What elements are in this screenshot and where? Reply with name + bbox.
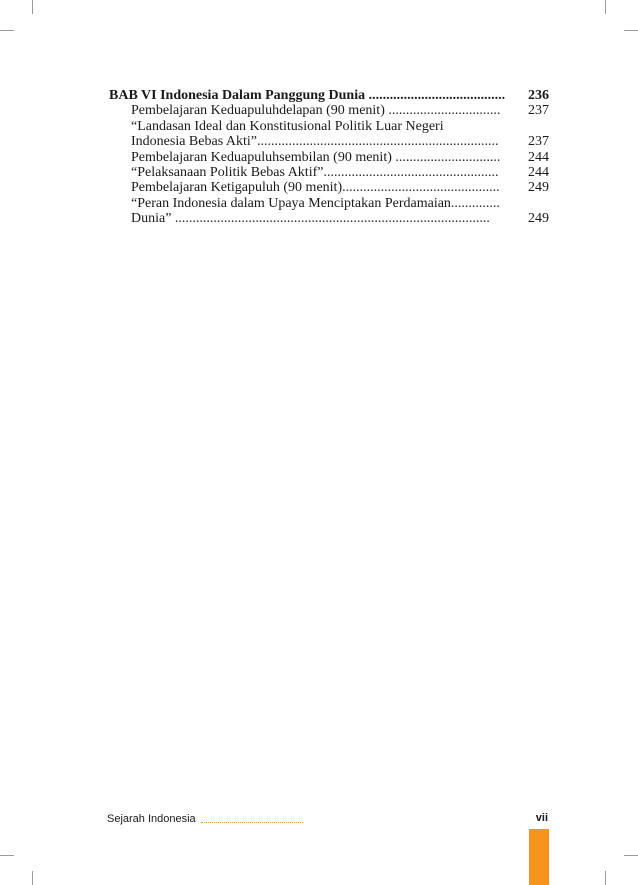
- crop-mark-top-right-vertical: [605, 0, 606, 14]
- toc-entry-page: 237: [528, 134, 549, 150]
- toc-entry-page: 237: [528, 103, 549, 119]
- toc-entry-page: 244: [528, 149, 549, 165]
- footer-page-number: vii: [535, 812, 548, 824]
- toc-entry-title: Pembelajaran Ketigapuluh (90 menit).............................................: [131, 180, 500, 196]
- toc-entry[interactable]: [109, 134, 549, 149]
- toc-entry[interactable]: [109, 196, 549, 211]
- page-edge-tab: [529, 829, 549, 885]
- toc-entry-title: “Landasan Ideal dan Konstitusional Politik Luar Negeri: [131, 118, 444, 134]
- toc-entry-title: Dunia” ..........................................................................................: [131, 211, 490, 227]
- toc-entry[interactable]: [109, 119, 549, 134]
- footer-book-title: Sejarah Indonesia: [107, 813, 196, 825]
- toc-entry-page: 244: [528, 164, 549, 180]
- crop-mark-top-right-horizontal: [624, 30, 638, 31]
- crop-mark-bottom-left-horizontal: [0, 855, 14, 856]
- crop-mark-top-left-vertical: [32, 0, 33, 14]
- crop-mark-bottom-right-horizontal: [624, 855, 638, 856]
- table-of-contents: [109, 88, 549, 227]
- toc-entry[interactable]: [109, 211, 549, 226]
- toc-entry[interactable]: [109, 150, 549, 165]
- toc-entry-page: 249: [528, 211, 549, 227]
- toc-entry[interactable]: [109, 165, 549, 180]
- toc-entry-page: 249: [528, 180, 549, 196]
- footer-dotted-rule: [201, 822, 303, 823]
- toc-entry-title: Pembelajaran Keduapuluhsembilan (90 menit) ..............................: [131, 149, 501, 165]
- toc-entry[interactable]: [109, 103, 549, 118]
- toc-entry[interactable]: [109, 180, 549, 195]
- toc-entry-chapter[interactable]: [109, 88, 549, 103]
- toc-entry-page: 236: [528, 88, 549, 103]
- toc-entry-title: “Peran Indonesia dalam Upaya Menciptakan Perdamaian..............: [131, 195, 500, 211]
- crop-mark-top-left-horizontal: [0, 30, 14, 31]
- crop-mark-bottom-left-vertical: [32, 871, 33, 885]
- toc-entry-title: “Pelaksanaan Politik Bebas Aktif”..................................................: [131, 164, 499, 180]
- toc-entry-title: Indonesia Bebas Akti”.....................................................................: [131, 134, 499, 150]
- toc-entry-title: BAB VI Indonesia Dalam Panggung Dunia .......................................: [109, 88, 506, 103]
- toc-entry-title: Pembelajaran Keduapuluhdelapan (90 menit) ................................: [131, 103, 501, 119]
- crop-mark-bottom-right-vertical: [605, 871, 606, 885]
